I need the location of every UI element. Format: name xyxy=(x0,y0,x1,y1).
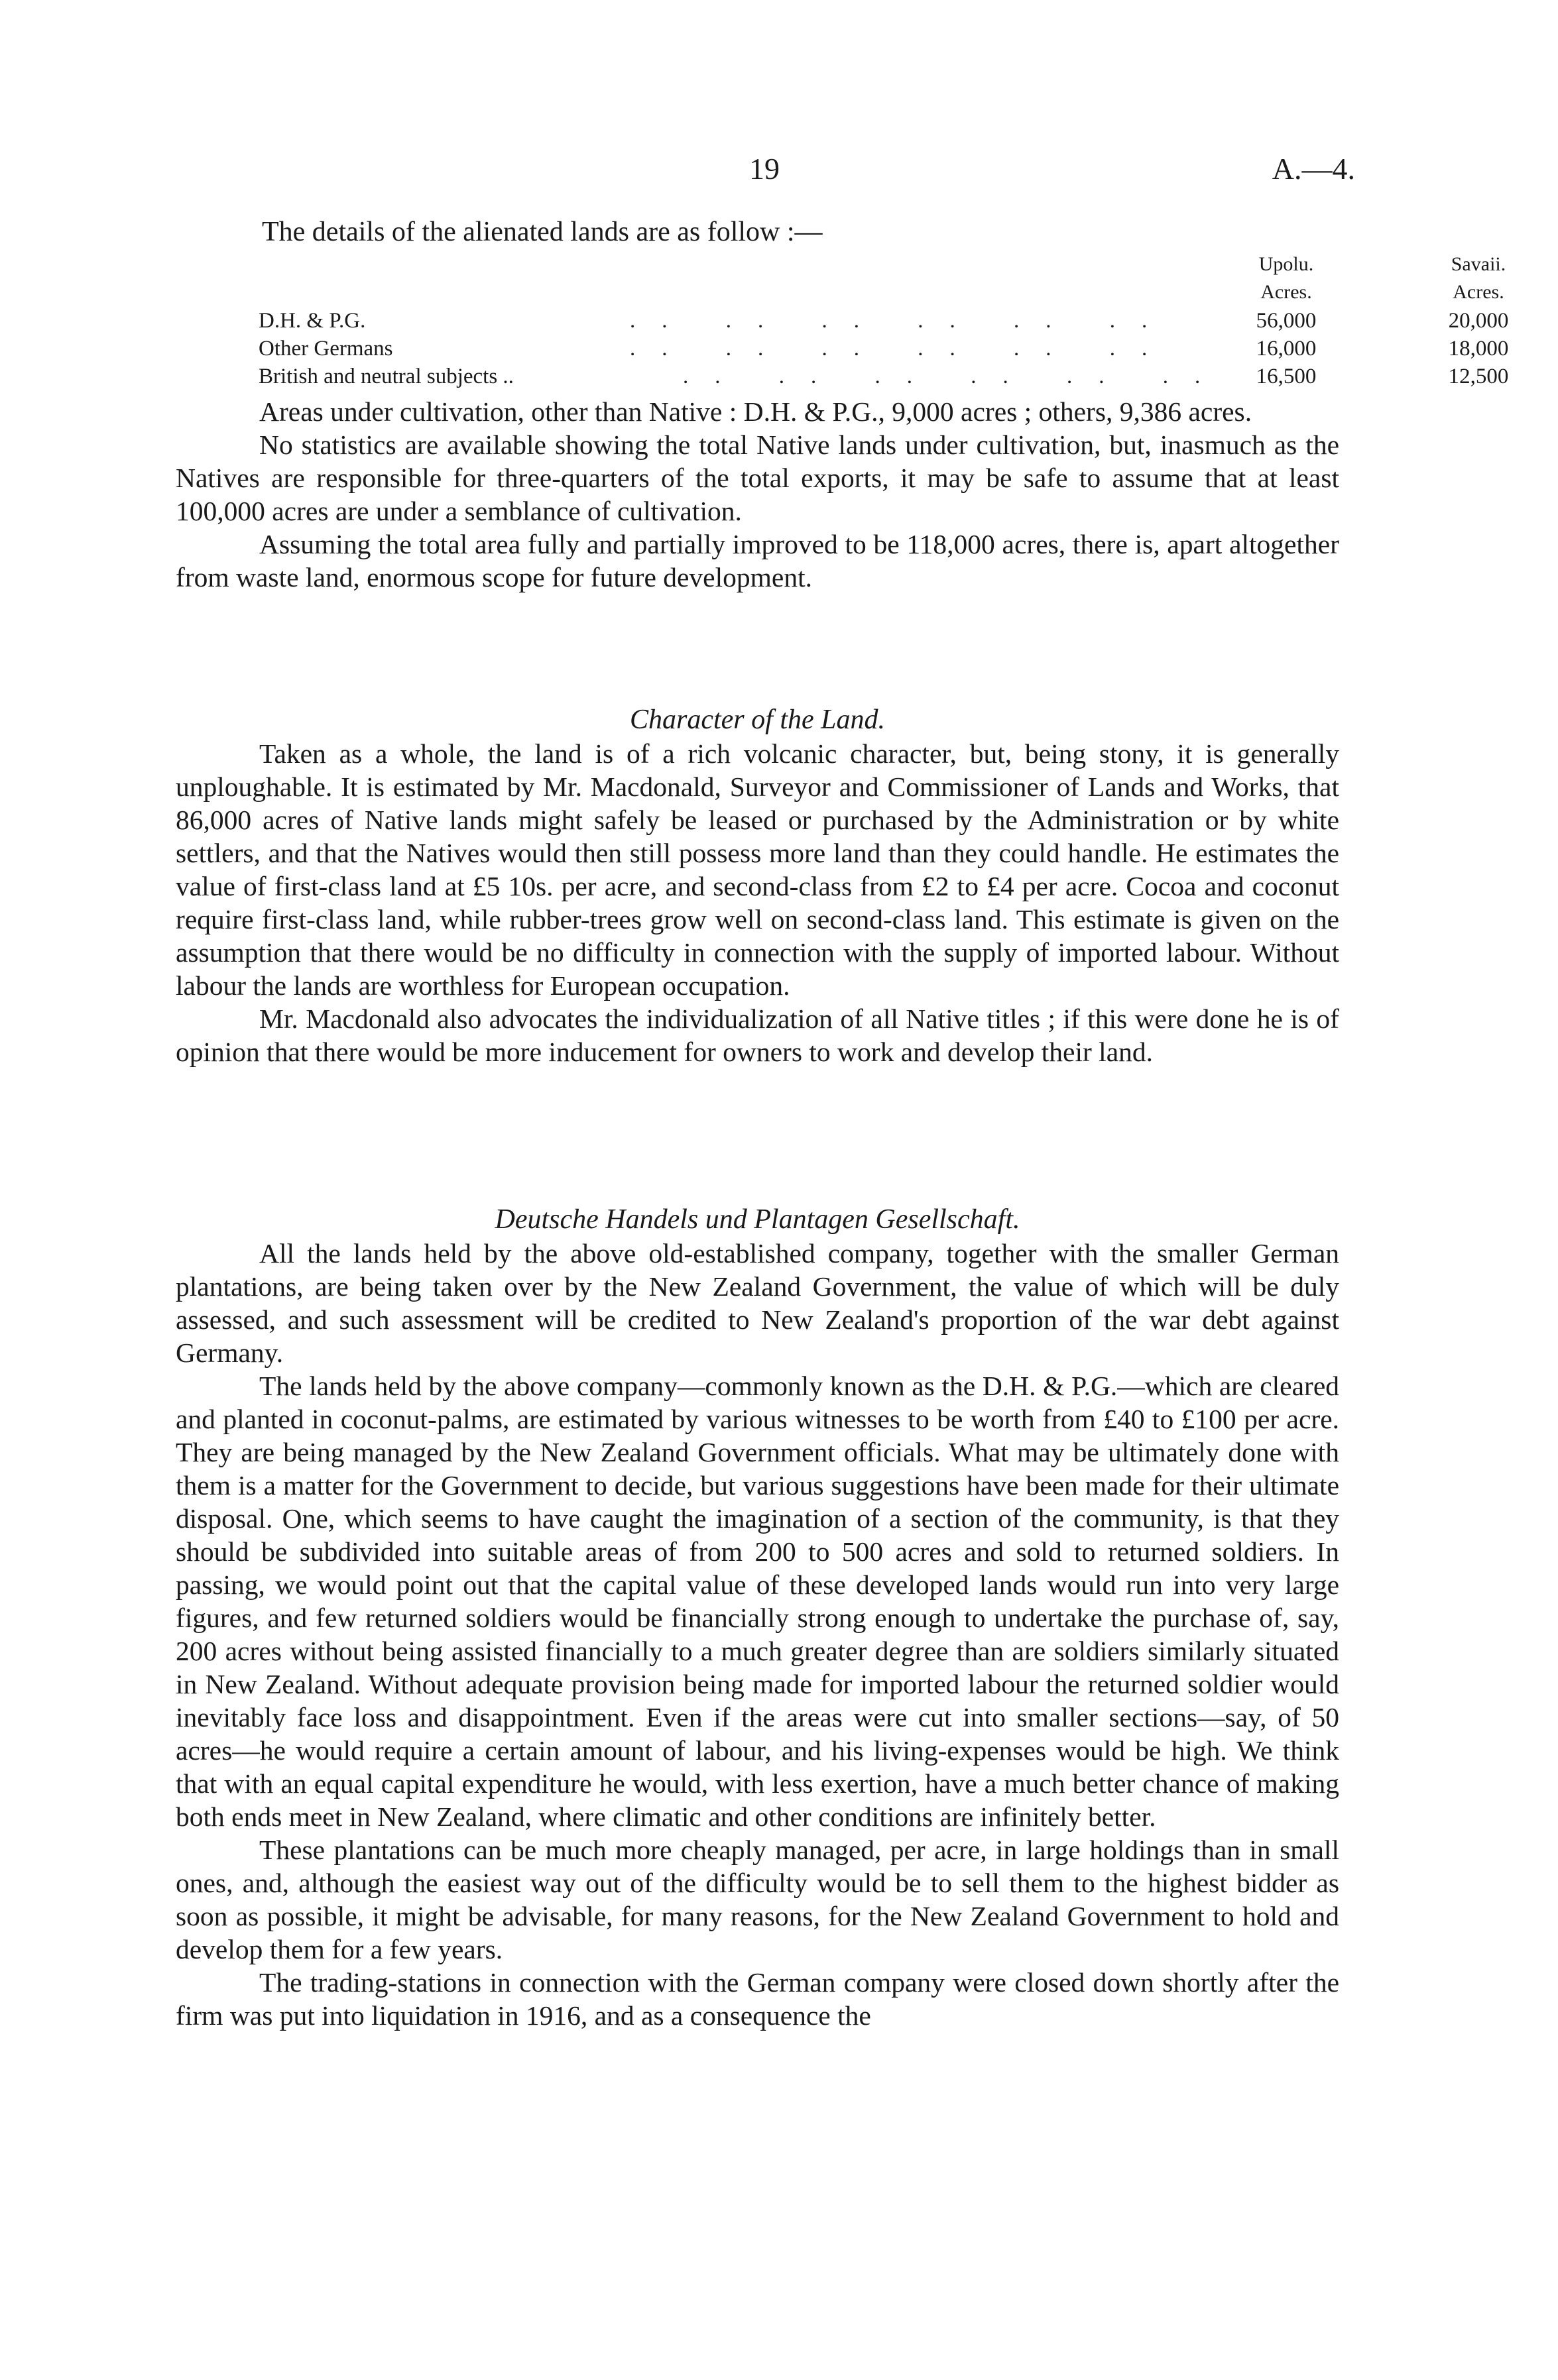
paragraph: Areas under cultivation, other than Native : D.H. & P.G., 9,000 acres ; others, 9,386 acres. xyxy=(259,396,1252,427)
column-header-savaii: Savaii. xyxy=(1451,253,1506,275)
paragraph: The trading-stations in connection with the German company were closed down shortly after the firm was put into liquidation in 1916, and as a consequence the xyxy=(176,1967,1339,2031)
section-intro-text xyxy=(176,395,1339,594)
table-unit-row xyxy=(259,281,1504,309)
row-label: British and neutral subjects .. xyxy=(259,365,514,388)
dot-leader: .. .. .. .. .. .. xyxy=(630,337,1174,361)
cell-upolu: 56,000 xyxy=(1256,309,1317,333)
page-number: 19 xyxy=(749,152,780,186)
cell-savaii: 18,000 xyxy=(1448,337,1509,361)
paragraph: These plantations can be much more cheaply managed, per acre, in large holdings than in small ones, and, although the easiest way out of the difficulty would be to sell them to the highest bidder as soon as possible, it might be advisable, for many reasons, for the New Zealand Government to hold and develop them for a few years. xyxy=(176,1835,1339,1964)
table-row xyxy=(259,309,1509,337)
table-row xyxy=(259,365,1509,392)
row-label: D.H. & P.G. xyxy=(259,309,366,333)
section-heading-character-of-land: Character of the Land. xyxy=(630,705,885,735)
paragraph: No statistics are available showing the total Native lands under cultivation, but, inasmuch as the Natives are responsible for three-quarters of the total exports, it may be safe to assume that at least 100,000 acres are under a semblance of cultivation. xyxy=(176,429,1339,526)
cell-savaii: 20,000 xyxy=(1448,309,1509,333)
dot-leader: .. .. .. .. .. .. xyxy=(683,365,1227,388)
table-row xyxy=(259,337,1509,365)
paragraph: Mr. Macdonald also advocates the individualization of all Native titles ; if this were done he is of opinion that there would be more inducement for owners to work and develop their land. xyxy=(176,1003,1339,1067)
section-heading-dhpg: Deutsche Handels und Plantagen Gesellschaft. xyxy=(495,1204,1020,1235)
alienated-lands-table xyxy=(259,253,1509,392)
section-dhpg-text xyxy=(176,1237,1339,2032)
paragraph: All the lands held by the above old-established company, together with the smaller German plantations, are being taken over by the New Zealand Government, the value of which will be duly assessed, and such assessment will be credited to New Zealand's proportion of the war debt against Germany. xyxy=(176,1238,1339,1368)
section-character-text xyxy=(176,737,1339,1068)
cell-upolu: 16,500 xyxy=(1256,365,1317,388)
paragraph: The lands held by the above company—commonly known as the D.H. & P.G.—which are cleared and planted in coconut-palms, are estimated by various witnesses to be worth from £40 to £100 per acre. They are being managed by the New Zealand Government officials. What may be ultimately done with them is a matter for the Government to decide, but various suggestions have been made for their ultimate disposal. One, which seems to have caught the imagination of a section of the community, is that they should be subdivided into suitable areas of from 200 to 500 acres and sold to returned soldiers. In passing, we would point out that the capital value of these developed lands would run into very large figures, and few returned soldiers would be financially strong enough to undertake the purchase of, say, 200 acres without being assisted financially to a much greater degree than are soldiers similarly situated in New Zealand. Without adequate provision being made for imported labour the returned soldier would inevitably face loss and disappointment. Even if the areas were cut into smaller sections—say, of 50 acres—he would require a certain amount of labour, and his living-expenses would be high. We think that with an equal capital expenditure he would, with less exertion, have a much better chance of making both ends meet in New Zealand, where climatic and other conditions are infinitely better. xyxy=(176,1371,1339,1832)
dot-leader: .. .. .. .. .. .. xyxy=(630,309,1174,333)
column-unit-savaii: Acres. xyxy=(1453,281,1504,303)
paragraph: Taken as a whole, the land is of a rich volcanic character, but, being stony, it is generally unploughable. It is estimated by Mr. Macdonald, Surveyor and Commissioner of Lands and Works, that 86,000 acres of Native lands might safely be leased or purchased by the Administration or by white settlers, and that the Natives would then still possess more land than they could handle. He estimates the value of first-class land at £5 10s. per acre, and second-class from £2 to £4 per acre. Cocoa and coconut require first-class land, while rubber-trees grow well on second-class land. This estimate is given on the assumption that there would be no difficulty in connection with the supply of imported labour. Without labour the lands are worthless for European occupation. xyxy=(176,738,1339,1001)
document-reference: A.—4. xyxy=(1272,152,1355,186)
cell-upolu: 16,000 xyxy=(1256,337,1317,361)
cell-savaii: 12,500 xyxy=(1448,365,1509,388)
row-label: Other Germans xyxy=(259,337,393,361)
paragraph: Assuming the total area fully and partially improved to be 118,000 acres, there is, apart altogether from waste land, enormous scope for future development. xyxy=(176,529,1339,593)
column-header-upolu: Upolu. xyxy=(1258,253,1314,275)
column-unit-upolu: Acres. xyxy=(1260,281,1312,303)
table-intro-line: The details of the alienated lands are as follow :— xyxy=(262,217,823,247)
table-header-row xyxy=(259,253,1506,281)
